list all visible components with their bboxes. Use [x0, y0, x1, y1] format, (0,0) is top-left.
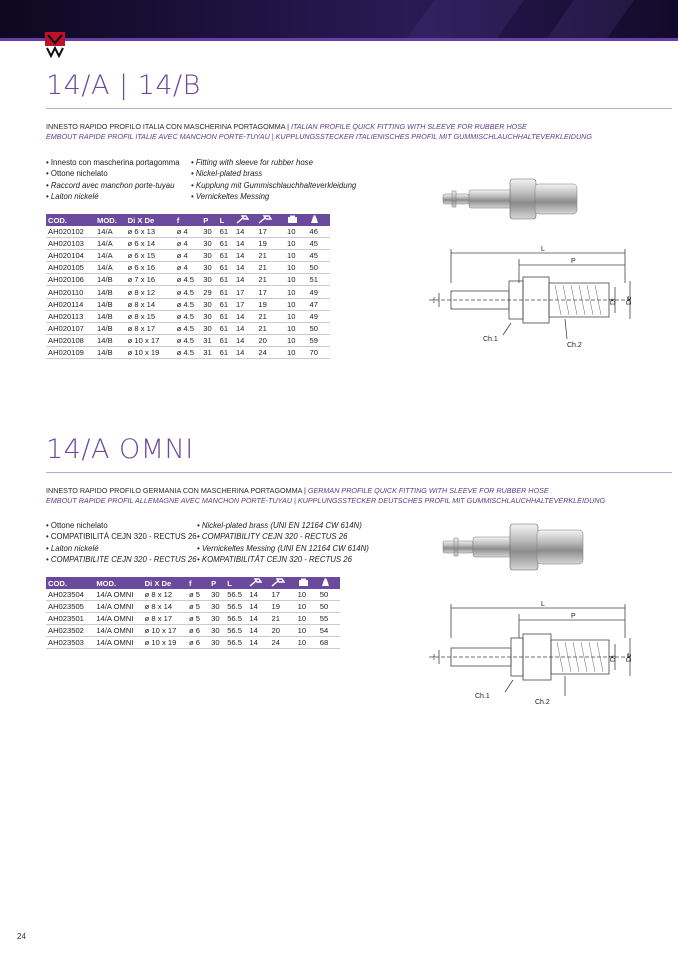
table-row [46, 589, 340, 601]
feature-item: • COMPATIBILITY CEJN 320 - RECTUS 26 [197, 531, 348, 541]
table-cell: ø 5 [187, 601, 209, 613]
table-cell: ø 7 x 16 [126, 274, 175, 286]
table-cell: 14/A OMNI [94, 625, 142, 637]
dim-label-ch1: Ch.1 [483, 336, 498, 343]
table-cell: ø 6 x 16 [126, 262, 175, 274]
table-row [46, 625, 340, 637]
feature-list-right [197, 521, 369, 565]
technical-drawing [415, 243, 647, 353]
dim-label-p: P [571, 613, 576, 620]
table-cell: 54 [318, 625, 340, 637]
table-cell: 30 [209, 613, 225, 625]
table-cell: ø 6 x 13 [126, 226, 175, 238]
table-cell: 61 [218, 274, 234, 286]
table-cell: 14/B [95, 322, 126, 334]
col-header-package [285, 214, 307, 226]
table-cell: 14/A OMNI [94, 601, 142, 613]
col-header-ch1 [247, 577, 269, 589]
col-header-package [296, 577, 318, 589]
table-cell: ø 4.5 [175, 322, 202, 334]
table-cell: 14 [234, 238, 256, 250]
feature-item: • Nickel-plated brass (UNI EN 12164 CW 614N) [197, 521, 362, 530]
table-cell: 29 [201, 286, 217, 298]
table-cell: 70 [307, 346, 330, 358]
table-cell: 61 [218, 298, 234, 310]
table-cell: 10 [285, 262, 307, 274]
header-banner [0, 0, 678, 40]
table-cell: ø 8 x 12 [126, 286, 175, 298]
table-cell: 10 [296, 637, 318, 649]
table-row [46, 274, 330, 286]
table-cell: 30 [209, 625, 225, 637]
col-header-p: P [201, 214, 217, 226]
table-cell: 19 [256, 238, 285, 250]
table-cell: 10 [296, 625, 318, 637]
table-cell: 14/B [95, 310, 126, 322]
table-cell: ø 6 [187, 637, 209, 649]
table-cell: 49 [307, 310, 330, 322]
table-cell: 14/B [95, 298, 126, 310]
divider [46, 472, 672, 473]
table-cell: 14/A [95, 262, 126, 274]
feature-item: • Nickel-plated brass [191, 168, 263, 178]
table-cell: ø 4.5 [175, 346, 202, 358]
table-cell: 14 [234, 310, 256, 322]
dim-label-ch2: Ch.2 [535, 699, 550, 706]
table-cell: ø 6 x 15 [126, 250, 175, 262]
table-cell: 14/A [95, 238, 126, 250]
table-cell: 10 [285, 238, 307, 250]
table-cell: 50 [318, 601, 340, 613]
table-cell: 30 [201, 310, 217, 322]
table-cell: 14 [247, 601, 269, 613]
table-cell: 45 [307, 250, 330, 262]
table-cell: ø 5 [187, 613, 209, 625]
table-cell: 56.5 [225, 601, 247, 613]
package-icon [298, 578, 309, 587]
feature-item: • COMPATIBILITE CEJN 320 - RECTUS 26 [46, 554, 197, 564]
table-cell: AH020102 [46, 226, 95, 238]
table-cell: AH023505 [46, 601, 94, 613]
table-row [46, 298, 330, 310]
table-cell: 20 [256, 334, 285, 346]
table-cell: ø 8 x 17 [126, 322, 175, 334]
table-cell: ø 10 x 19 [143, 637, 187, 649]
dim-label-f: f [433, 655, 435, 662]
table-cell: 30 [209, 637, 225, 649]
feature-item: • Innesto con mascherina portagomma [46, 158, 180, 167]
table-cell: AH020104 [46, 250, 95, 262]
col-header-l: L [218, 214, 234, 226]
table-cell: ø 10 x 17 [143, 625, 187, 637]
table-cell: 10 [296, 589, 318, 601]
table-cell: 14 [234, 250, 256, 262]
col-header-p: P [209, 577, 225, 589]
table-cell: 30 [201, 298, 217, 310]
table-row [46, 250, 330, 262]
dim-label-ch1: Ch.1 [475, 693, 490, 700]
table-cell: 68 [318, 637, 340, 649]
table-row [46, 601, 340, 613]
table-row [46, 346, 330, 358]
product-photo [440, 520, 590, 576]
table-cell: 10 [285, 346, 307, 358]
table-cell: 30 [209, 601, 225, 613]
col-header-code: COD. [46, 577, 94, 589]
col-header-diameters: Di X De [143, 577, 187, 589]
table-cell: 14 [247, 613, 269, 625]
table-cell: 30 [209, 589, 225, 601]
table-cell: ø 6 x 14 [126, 238, 175, 250]
dim-label-di: Di [610, 298, 617, 305]
package-icon [287, 215, 298, 224]
table-row [46, 286, 330, 298]
table-cell: 17 [234, 286, 256, 298]
dim-label-l: L [541, 246, 545, 253]
dim-label-de: De [626, 296, 633, 305]
dim-label-ch2: Ch.2 [567, 342, 582, 349]
table-row [46, 262, 330, 274]
table-cell: 20 [269, 625, 295, 637]
table-cell: 21 [256, 274, 285, 286]
table-cell: 55 [318, 613, 340, 625]
table-cell: 47 [307, 298, 330, 310]
product-photo [440, 172, 585, 227]
table-cell: 10 [285, 226, 307, 238]
table-cell: ø 4 [175, 262, 202, 274]
technical-drawing [415, 598, 647, 710]
table-cell: ø 4.5 [175, 334, 202, 346]
table-cell: 14/A [95, 226, 126, 238]
table-cell: 30 [201, 262, 217, 274]
dim-label-di: Di [610, 655, 617, 662]
table-cell: ø 4 [175, 250, 202, 262]
banner-shard [406, 0, 524, 40]
table-cell: 14 [234, 226, 256, 238]
table-cell: 17 [256, 286, 285, 298]
table-cell: AH020113 [46, 310, 95, 322]
table-cell: ø 4.5 [175, 274, 202, 286]
table-cell: 10 [285, 274, 307, 286]
table-cell: 17 [269, 589, 295, 601]
table-cell: ø 5 [187, 589, 209, 601]
table-cell: 10 [285, 298, 307, 310]
col-header-weight [307, 214, 330, 226]
page-number: 24 [17, 932, 26, 941]
table-cell: 10 [285, 250, 307, 262]
table-cell: 31 [201, 334, 217, 346]
table-cell: 14 [247, 589, 269, 601]
table-cell: AH023501 [46, 613, 94, 625]
section-title: 14/A OMNI [46, 434, 194, 465]
table-cell: AH020107 [46, 322, 95, 334]
table-cell: 19 [269, 601, 295, 613]
table-cell: 21 [256, 322, 285, 334]
table-cell: ø 4 [175, 238, 202, 250]
dim-label-p: P [571, 258, 576, 265]
table-cell: 19 [256, 298, 285, 310]
table-row [46, 637, 340, 649]
table-cell: 14/B [95, 286, 126, 298]
col-header-model: MOD. [94, 577, 142, 589]
table-cell: 14/B [95, 346, 126, 358]
table-cell: 17 [256, 226, 285, 238]
table-cell: 10 [296, 613, 318, 625]
table-cell: 61 [218, 238, 234, 250]
table-header-row [46, 214, 330, 226]
dim-label-l: L [541, 601, 545, 608]
table-cell: 59 [307, 334, 330, 346]
table-cell: 61 [218, 334, 234, 346]
table-cell: 30 [201, 274, 217, 286]
table-cell: 10 [285, 310, 307, 322]
spec-table [46, 214, 330, 359]
desc-italian: INNESTO RAPIDO PROFILO ITALIA CON MASCHERINA PORTAGOMMA | [46, 122, 291, 131]
feature-item: • Ottone nichelato [46, 521, 108, 530]
wrench-ch1-icon [249, 578, 262, 587]
table-cell: 21 [269, 613, 295, 625]
table-cell: 10 [296, 601, 318, 613]
table-cell: 21 [256, 310, 285, 322]
table-row [46, 226, 330, 238]
table-cell: 61 [218, 346, 234, 358]
table-cell: AH023504 [46, 589, 94, 601]
col-header-weight [318, 577, 340, 589]
table-cell: 56.5 [225, 637, 247, 649]
section-title: 14/A | 14/B [46, 70, 201, 101]
table-cell: 51 [307, 274, 330, 286]
section-description [46, 122, 592, 142]
weight-icon [309, 215, 320, 224]
desc-english: GERMAN PROFILE QUICK FITTING WITH SLEEVE FOR RUBBER HOSE [307, 486, 549, 495]
feature-list-left [46, 521, 197, 565]
table-cell: AH020108 [46, 334, 95, 346]
table-cell: 10 [285, 286, 307, 298]
section-description [46, 486, 605, 506]
table-cell: 10 [285, 322, 307, 334]
col-header-l: L [225, 577, 247, 589]
table-cell: 31 [201, 346, 217, 358]
table-cell: ø 4 [175, 226, 202, 238]
table-cell: 56.5 [225, 589, 247, 601]
col-header-code: COD. [46, 214, 95, 226]
table-cell: 14/A OMNI [94, 637, 142, 649]
table-cell: 14/B [95, 334, 126, 346]
table-cell: 50 [307, 262, 330, 274]
table-cell: AH020106 [46, 274, 95, 286]
col-header-ch2 [256, 214, 285, 226]
col-header-model: MOD. [95, 214, 126, 226]
table-cell: 14 [234, 322, 256, 334]
spec-table [46, 577, 340, 649]
table-cell: 61 [218, 310, 234, 322]
table-row [46, 613, 340, 625]
feature-item: • Laiton nickelé [46, 191, 99, 201]
feature-item: • Kupplung mit Gummischlauchhalteverkleidung [191, 181, 357, 190]
weight-icon [320, 578, 331, 587]
table-row [46, 322, 330, 334]
table-cell: ø 4.5 [175, 286, 202, 298]
feature-item: • Vernickeltes Messing (UNI EN 12164 CW 614N) [197, 544, 369, 553]
table-cell: ø 8 x 14 [126, 298, 175, 310]
feature-item: • Ottone nichelato [46, 168, 108, 178]
desc-french-german: EMBOUT RAPIDE PROFIL ALLEMAGNE AVEC MANCHON PORTE-TUYAU | KUPPLUNGSSTECKER DEUTSCHES PROFIL MIT GUMMISCHLAUCHHALTEVERKLEIDUNG [46, 496, 606, 505]
table-cell: 61 [218, 322, 234, 334]
table-cell: 14 [247, 625, 269, 637]
table-cell: ø 8 x 12 [143, 589, 187, 601]
table-cell: 21 [256, 262, 285, 274]
desc-french-german: EMBOUT RAPIDE PROFIL ITALIE AVEC MANCHON PORTE-TUYAU | KUPPLUNGSSTECKER ITALIENISCHES PROFIL MIT GUMMISCHLAUCHHALTEVERKLEIDUNG [46, 132, 592, 141]
table-cell: 24 [269, 637, 295, 649]
dim-label-f: f [433, 298, 435, 305]
table-cell: 14/B [95, 274, 126, 286]
wrench-ch1-icon [236, 215, 249, 224]
table-cell: 61 [218, 286, 234, 298]
table-cell: 61 [218, 262, 234, 274]
table-cell: 49 [307, 286, 330, 298]
table-cell: ø 10 x 19 [126, 346, 175, 358]
divider [46, 108, 672, 109]
table-cell: ø 8 x 14 [143, 601, 187, 613]
table-cell: AH020114 [46, 298, 95, 310]
table-cell: 56.5 [225, 613, 247, 625]
feature-item: • Fitting with sleeve for rubber hose [191, 158, 313, 167]
table-cell: 14 [234, 262, 256, 274]
banner-stripe [0, 38, 678, 41]
table-cell: ø 6 [187, 625, 209, 637]
col-header-ch2 [269, 577, 295, 589]
col-header-ch1 [234, 214, 256, 226]
table-cell: 46 [307, 226, 330, 238]
table-header-row [46, 577, 340, 589]
table-cell: AH023502 [46, 625, 94, 637]
wrench-ch2-icon [271, 578, 285, 587]
table-cell: ø 8 x 15 [126, 310, 175, 322]
banner-shard [546, 0, 634, 40]
table-cell: ø 10 x 17 [126, 334, 175, 346]
table-cell: 14/A [95, 250, 126, 262]
table-cell: 30 [201, 250, 217, 262]
feature-item: • KOMPATIBILITÄT CEJN 320 - RECTUS 26 [197, 554, 352, 564]
table-row [46, 334, 330, 346]
table-row [46, 310, 330, 322]
table-cell: 14 [247, 637, 269, 649]
table-cell: 17 [234, 298, 256, 310]
table-cell: 30 [201, 322, 217, 334]
feature-list-right [191, 158, 356, 202]
feature-item: • Laiton nickelé [46, 544, 99, 553]
table-cell: 50 [307, 322, 330, 334]
dim-label-de: De [626, 653, 633, 662]
table-cell: 24 [256, 346, 285, 358]
desc-english: ITALIAN PROFILE QUICK FITTING WITH SLEEVE FOR RUBBER HOSE [290, 122, 527, 131]
table-cell: 30 [201, 238, 217, 250]
table-cell: ø 4.5 [175, 298, 202, 310]
table-cell: 56.5 [225, 625, 247, 637]
table-cell: 14 [234, 346, 256, 358]
table-cell: 14/A OMNI [94, 613, 142, 625]
col-header-diameters: Di X De [126, 214, 175, 226]
table-cell: AH020110 [46, 286, 95, 298]
table-cell: ø 4.5 [175, 310, 202, 322]
feature-item: • Vernickeltes Messing [191, 191, 270, 201]
brand-logo-icon [45, 32, 65, 58]
feature-item: • COMPATIBILITÀ CEJN 320 - RECTUS 26 [46, 531, 197, 541]
col-header-f: f [175, 214, 202, 226]
table-cell: 61 [218, 250, 234, 262]
table-cell: 10 [285, 334, 307, 346]
table-cell: 45 [307, 238, 330, 250]
table-row [46, 238, 330, 250]
wrench-ch2-icon [258, 215, 272, 224]
feature-list-left [46, 158, 180, 202]
table-cell: 14/A OMNI [94, 589, 142, 601]
table-cell: AH023503 [46, 637, 94, 649]
table-cell: AH020103 [46, 238, 95, 250]
desc-italian: INNESTO RAPIDO PROFILO GERMANIA CON MASCHERINA PORTAGOMMA | [46, 486, 308, 495]
table-cell: 21 [256, 250, 285, 262]
table-cell: AH020109 [46, 346, 95, 358]
table-cell: 50 [318, 589, 340, 601]
table-cell: AH020105 [46, 262, 95, 274]
col-header-f: f [187, 577, 209, 589]
table-cell: 30 [201, 226, 217, 238]
feature-item: • Raccord avec manchon porte-tuyau [46, 181, 175, 190]
table-cell: 61 [218, 226, 234, 238]
table-cell: 14 [234, 274, 256, 286]
table-cell: ø 8 x 17 [143, 613, 187, 625]
table-cell: 14 [234, 334, 256, 346]
